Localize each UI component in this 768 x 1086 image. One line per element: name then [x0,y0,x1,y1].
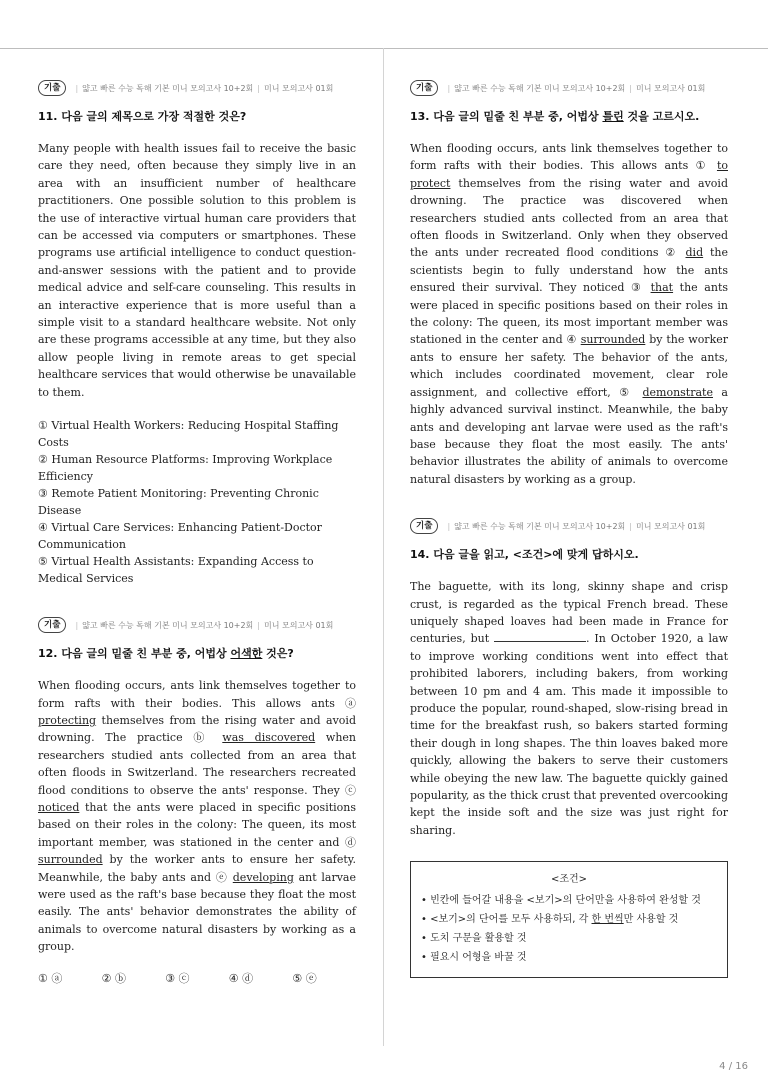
passage-segment: by the worker ants to ensure her safety. The behavior of the ants, which includes coordinated movement, clear role assignment, and collective effort, ⑤ [410,333,729,399]
source-label: 얇고 빠른 수능 독해 기본 미니 모의고사 10+2회 [82,83,254,93]
choice-4[interactable]: ④ ⓓ [228,971,254,985]
passage-text [38,677,356,956]
passage-segment: the scientists begin to fully understand how the ants ensured their survival. They noticed ③ [410,246,728,295]
top-rule [0,48,768,49]
passage-text: Many people with health issues fail to receive the basic care they need, often because they simply live in an area with an insufficient number of healthcare practitioners. One possible solution to this problem is the use of interactive virtual human care providers that can be accessed via computers or smartphones. These programs use artificial intelligence to conduct question-and-answer sessions with the patient and to provide medical advice and self-care counseling. This results in an interactive experience that is more useful than a simple visit to a standard healthcare website. Not only are these programs accessible at any time, but they also allow people living in remote areas to get special healthcare services that would otherwise be unavailable to them. [38,142,356,399]
gichul-badge: 기출 [410,518,438,534]
option-3[interactable]: ③ Remote Patient Monitoring: Preventing Chronic Disease [38,487,319,518]
option-5[interactable]: ⑤ Virtual Health Assistants: Expanding Access to Medical Services [38,555,314,586]
question-title [38,645,356,661]
underlined-c: noticed [38,800,80,814]
source-label: 얇고 빠른 수능 독해 기본 미니 모의고사 10+2회 [454,83,626,93]
left-column [38,80,356,1016]
underlined-b: was discovered [222,731,316,745]
passage-segment: when researchers studied ants collected from an area that often floods in Switzerland. The researchers recreated flood conditions to observe the ants' response. They ⓒ [38,731,356,797]
source-label: 얇고 빠른 수능 독해 기본 미니 모의고사 10+2회 [82,620,254,630]
tag-separator: | [257,83,260,93]
passage-segment: themselves from the rising water and avoid drowning. The practice was discovered when researchers studied ants collected from an area that often floods in Switzerland. Only when they observed the ants under recreated flood conditions ② [410,176,728,260]
page-number: 4 / 16 [719,1061,748,1072]
passage-segment: When flooding occurs, ants link themselves together to form rafts with their bodies. This allows ants ⓐ [38,679,356,710]
round-label: 미니 모의고사 01회 [264,83,334,93]
choice-2[interactable]: ② ⓑ [101,971,126,985]
tag-separator: | [75,620,79,630]
conditions-title: <조건> [550,874,588,886]
passage-segment: themselves from the rising water and avoid drowning. The practice ⓑ [38,713,356,745]
choice-1[interactable]: ① ⓐ [38,971,63,985]
round-label: 미니 모의고사 01회 [636,521,706,531]
passage-segment: by the worker ants to ensure her safety. Meanwhile, the baby ants and ⓔ [38,853,356,884]
right-column [410,80,728,1008]
choice-3[interactable]: ③ ⓒ [165,971,190,985]
passage-segment: . In October 1920, a law to improve working conditions went into effect that prohibited laborers, including bakers, from working between 10 pm and 4 am. This made it impossible to produce the popular, round-shaped, slow-rising bread in time for the breakfast rush, so bakers started forming their dough in long shapes. The thin loaves baked more quickly, allowing the bakers to serve their customers while obeying the new law. The baguette quickly gained popularity, as the thick crust that prevented overcooking kept the inside soft and the size was just right for sharing. [410,632,728,837]
passage-segment: that the ants were placed in specific positions based on their roles in the colony: The queen, its most important member, was stationed in the center and ⓓ [38,800,356,849]
tag-separator: | [447,521,451,531]
title-text: 것은? [262,647,294,661]
question-14 [410,518,728,978]
question-title: 11. 다음 글의 제목으로 가장 적절한 것은? [38,110,247,123]
condition-text: • <보기>의 단어를 모두 사용하되, 각 [421,914,592,926]
passage-segment: the ants were placed in specific positions based on their roles in the colony: The queen, its most important member was stationed in the center and ④ [410,281,729,347]
round-label: 미니 모의고사 01회 [264,620,334,630]
passage-text [410,140,728,488]
source-label: 얇고 빠른 수능 독해 기본 미니 모의고사 10+2회 [454,521,626,531]
title-text: 12. 다음 글의 밑줄 친 부분 중, 어법상 [38,647,231,661]
question-12 [38,617,356,986]
question-tagline [410,518,728,534]
passage-text [410,578,728,839]
passage-segment: When flooding occurs, ants link themselves together to form rafts with their bodies. This allows ants ① [410,142,728,173]
underlined-2: did [685,246,704,260]
title-keyword: 어색한 [230,647,263,661]
option-4[interactable]: ④ Virtual Care Services: Enhancing Patient-Doctor Communication [38,521,322,552]
choice-5[interactable]: ⑤ ⓔ [292,971,317,985]
underlined-a: protecting [38,713,97,727]
condition-4: • 필요시 어형을 바꿀 것 [421,952,527,964]
condition-3: • 도치 구문을 활용할 것 [421,933,527,945]
title-keyword: 틀린 [602,110,624,123]
underlined-e: developing [232,870,294,884]
option-2[interactable]: ② Human Resource Platforms: Improving Workplace Efficiency [38,453,333,484]
tag-separator: | [629,83,632,93]
passage-segment: ant larvae were used as the raft's base because they float the most easily. The ants' behavior demonstrates the ability of animals to overcome natural disasters by working as a group. [38,870,356,954]
underlined-4: surrounded [580,333,646,347]
column-divider [383,48,384,1046]
options-list [38,417,356,587]
condition-1: • 빈칸에 들어갈 내용을 <보기>의 단어만을 사용하여 완성할 것 [421,895,701,907]
gichul-badge: 기출 [38,80,66,96]
passage-segment: a highly advanced survival instinct. Meanwhile, the baby ants and developing ant larvae were used as the raft's base because they float the most easily. The ants' behavior illustrates the ability of animals to overcome natural disasters by working as a group. [410,385,728,486]
condition-underline: 한 번씩 [591,914,624,926]
question-tagline [410,80,728,96]
answer-blank[interactable] [494,631,586,642]
round-label: 미니 모의고사 01회 [636,83,706,93]
tag-separator: | [447,83,451,93]
title-text: 13. 다음 글의 밑줄 친 부분 중, 어법상 [410,110,603,123]
underlined-1: to protect [410,159,728,190]
tag-separator: | [257,620,260,630]
option-1[interactable]: ① Virtual Health Workers: Reducing Hospital Staffing Costs [38,419,339,450]
condition-2 [421,910,717,929]
underlined-d: surrounded [38,853,103,867]
question-tagline [38,80,356,96]
gichul-badge: 기출 [38,617,66,633]
condition-text: 만 사용할 것 [623,914,679,926]
underlined-5: demonstrate [642,385,713,399]
question-title [410,108,728,124]
tag-separator: | [75,83,79,93]
question-title: 14. 다음 글을 읽고, <조건>에 맞게 답하시오. [410,548,639,562]
conditions-box [410,861,728,978]
title-text: 것을 고르시오. [623,110,700,123]
passage-segment: The baguette, with its long, skinny shape and crisp crust, is regarded as the typical French bread. These uniquely shaped loaves had been made in France for centuries, but [410,580,728,646]
answer-choices [38,970,356,986]
question-13 [410,80,728,488]
question-11 [38,80,356,587]
underlined-3: that [650,281,674,295]
tag-separator: | [629,521,632,531]
question-tagline [38,617,356,633]
gichul-badge: 기출 [410,80,438,96]
